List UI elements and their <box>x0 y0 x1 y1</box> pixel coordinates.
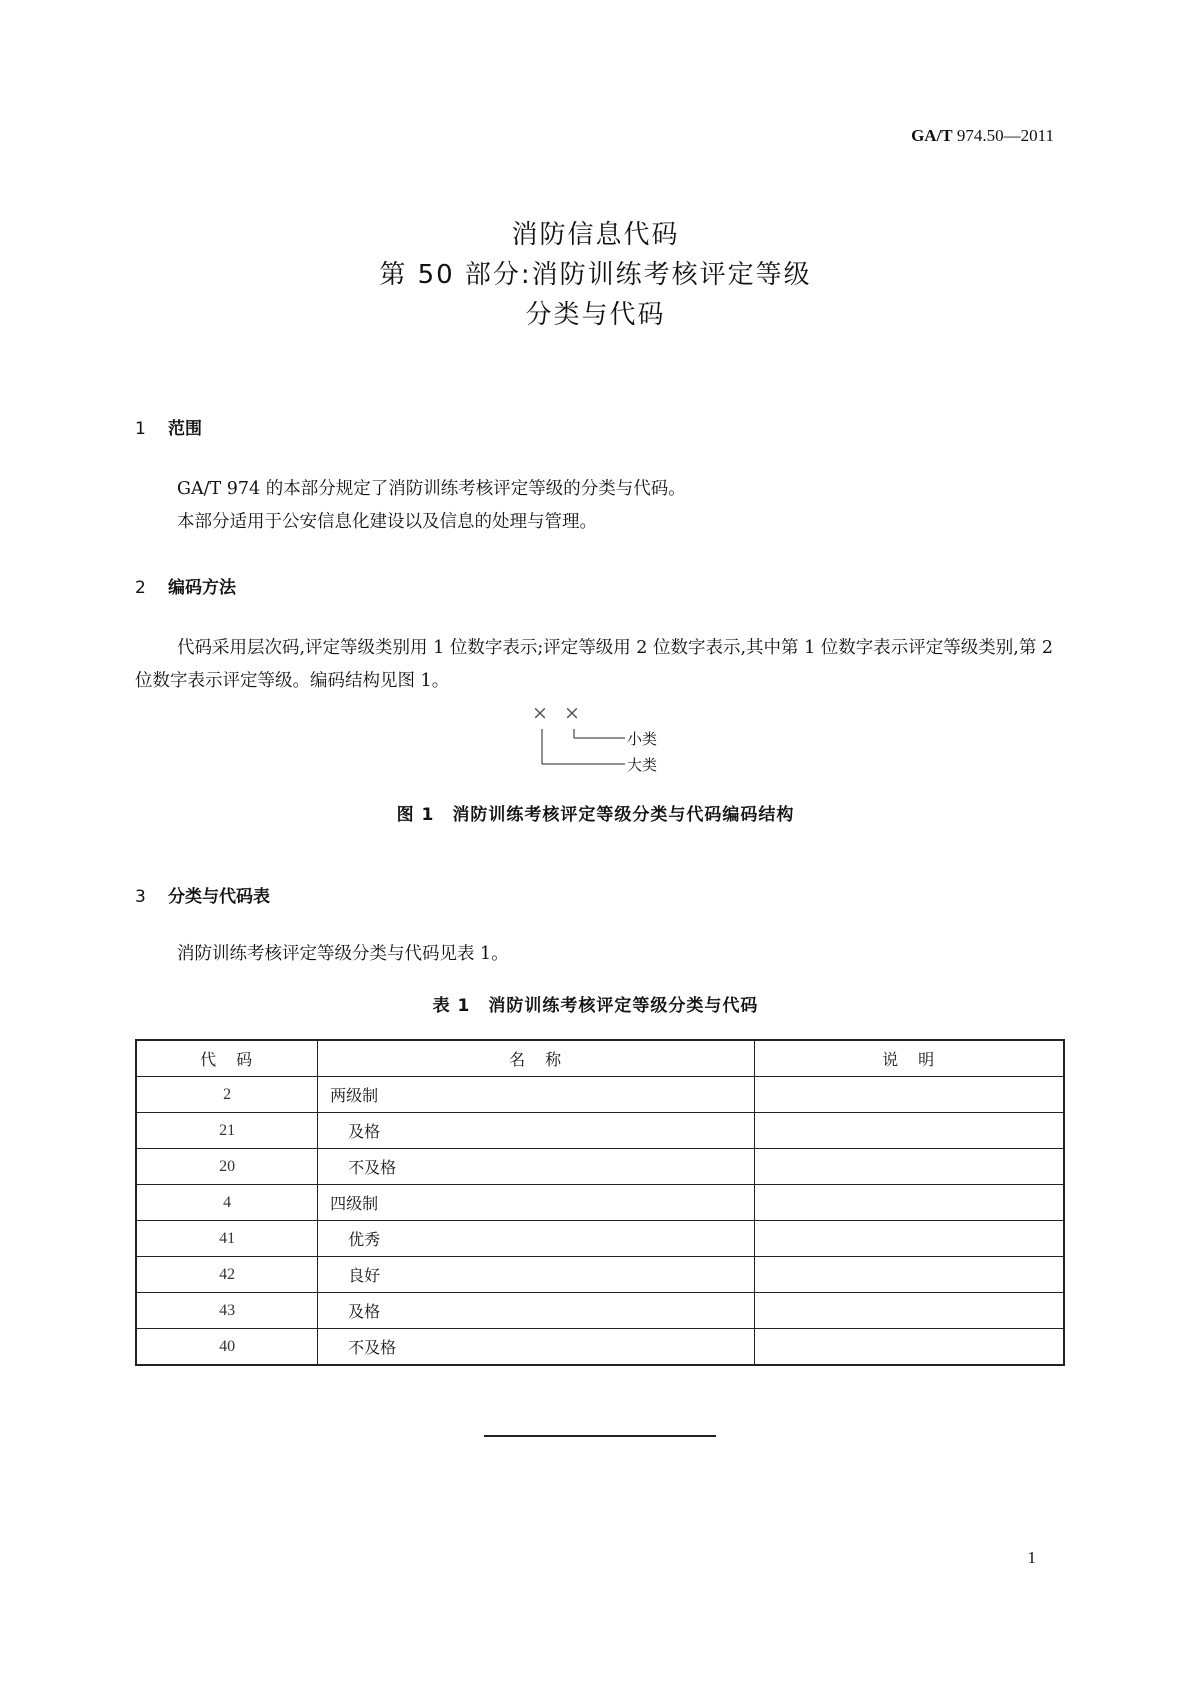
table-row <box>136 1329 1064 1366</box>
note-cell <box>755 1293 1064 1329</box>
section-number: 3 <box>135 887 146 907</box>
table-row <box>136 1149 1064 1185</box>
method-paragraph: 代码采用层次码,评定等级类别用 1 位数字表示;评定等级用 2 位数字表示,其中第 1 位数字表示评定等级类别,第 2 位数字表示评定等级。编码结构见图 1。 <box>135 638 1054 691</box>
section-title: 分类与代码表 <box>168 887 270 907</box>
scope-paragraph-2: 本部分适用于公安信息化建设以及信息的处理与管理。 <box>177 512 597 532</box>
code-cell: 43 <box>136 1293 318 1329</box>
section-heading-table <box>135 882 270 907</box>
title-line-1: 消防信息代码 <box>511 220 680 250</box>
header-note: 说 明 <box>755 1040 1064 1077</box>
note-cell <box>755 1257 1064 1293</box>
name-cell: 四级制 <box>318 1185 755 1221</box>
minor-label: 小类 <box>627 730 658 748</box>
section-title: 编码方法 <box>168 578 236 598</box>
table-row <box>136 1077 1064 1113</box>
note-cell <box>755 1185 1064 1221</box>
table-row <box>136 1113 1064 1149</box>
code-cell: 20 <box>136 1149 318 1185</box>
title-line-3: 分类与代码 <box>525 300 666 330</box>
code-cell: 2 <box>136 1077 318 1113</box>
document-id-prefix: GA/T <box>911 126 953 145</box>
table-row <box>136 1293 1064 1329</box>
end-rule <box>484 1435 716 1437</box>
code-table <box>135 1039 1065 1366</box>
section-number: 2 <box>135 578 146 598</box>
note-cell <box>755 1149 1064 1185</box>
minor-digit-symbol: × <box>564 702 580 724</box>
table-header-row <box>136 1040 1064 1077</box>
name-cell: 良好 <box>318 1257 755 1293</box>
note-cell <box>755 1329 1064 1366</box>
note-cell <box>755 1113 1064 1149</box>
section-heading-scope <box>135 414 202 439</box>
major-digit-symbol: × <box>532 702 548 724</box>
note-cell <box>755 1221 1064 1257</box>
name-cell: 优秀 <box>318 1221 755 1257</box>
page-number: 1 <box>1027 1548 1036 1567</box>
section-number: 1 <box>135 419 146 439</box>
code-cell: 40 <box>136 1329 318 1366</box>
name-cell: 及格 <box>318 1293 755 1329</box>
major-label: 大类 <box>627 756 658 774</box>
section-heading-method <box>135 573 236 598</box>
note-cell <box>755 1077 1064 1113</box>
document-id <box>911 126 1054 146</box>
section-title: 范围 <box>168 419 202 439</box>
name-cell: 不及格 <box>318 1149 755 1185</box>
table-intro-paragraph: 消防训练考核评定等级分类与代码见表 1。 <box>177 944 509 964</box>
title-line-2: 第 50 部分:消防训练考核评定等级 <box>379 260 812 290</box>
name-cell: 不及格 <box>318 1329 755 1366</box>
table-row <box>136 1257 1064 1293</box>
table-row <box>136 1185 1064 1221</box>
code-cell: 42 <box>136 1257 318 1293</box>
name-cell: 及格 <box>318 1113 755 1149</box>
header-name: 名 称 <box>318 1040 755 1077</box>
code-cell: 21 <box>136 1113 318 1149</box>
name-cell: 两级制 <box>318 1077 755 1113</box>
table-row <box>136 1221 1064 1257</box>
document-id-number: 974.50—2011 <box>956 126 1054 145</box>
code-cell: 41 <box>136 1221 318 1257</box>
code-cell: 4 <box>136 1185 318 1221</box>
scope-paragraph-1: GA/T 974 的本部分规定了消防训练考核评定等级的分类与代码。 <box>177 479 686 499</box>
figure-caption: 图 1 消防训练考核评定等级分类与代码编码结构 <box>396 805 795 825</box>
code-structure-diagram <box>520 699 700 781</box>
table-caption: 表 1 消防训练考核评定等级分类与代码 <box>432 996 759 1016</box>
header-code: 代 码 <box>136 1040 318 1077</box>
